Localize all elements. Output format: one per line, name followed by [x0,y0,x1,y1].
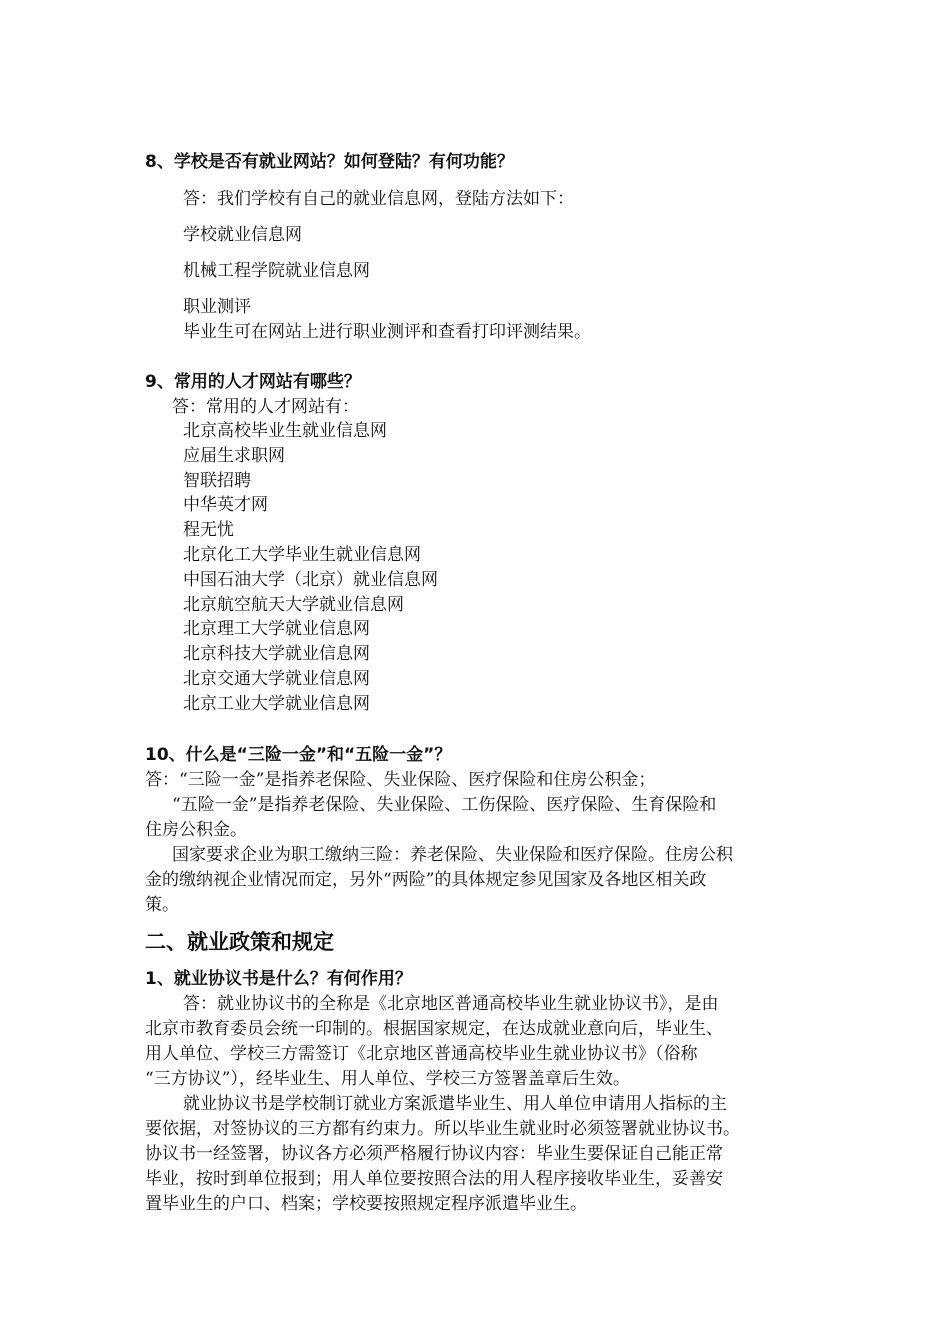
q8-answer: 答：我们学校有自己的就业信息网，登陆方法如下： [183,189,574,209]
s2-q1-line: 用人单位、学校三方需签订《北京地区普通高校毕业生就业协议书》（俗称 [145,1044,698,1064]
q10-line: 答：“三险一金”是指养老保险、失业保险、医疗保险和住房公积金； [145,770,656,790]
list-item: 中华英才网 [183,495,268,516]
q10-line: “五险一金”是指养老保险、失业保险、工伤保险、医疗保险、生育保险和 [172,795,717,815]
q10-question: 10、什么是“三险一金”和“五险一金”？ [145,745,452,765]
list-item: 智联招聘 [183,470,251,491]
q10-line: 住房公积金。 [145,820,247,840]
s2-q1-line: 置毕业生的户口、档案；学校要按照规定程序派遣毕业生。 [145,1194,587,1214]
s2-q1-line: 协议书一经签署，协议各方必须严格履行协议内容：毕业生要保证自己能正常 [145,1144,723,1164]
q8-question: 8、学校是否有就业网站？如何登陆？有何功能？ [145,152,514,172]
list-item: 北京交通大学就业信息网 [183,668,370,689]
s2-q1-line: 毕业，按时到单位报到；用人单位要按照合法的用人程序接收毕业生，妥善安 [145,1169,723,1189]
q9-answer: 答：常用的人才网站有： [172,397,359,417]
q8-site-school: 学校就业信息网 [183,225,302,245]
list-item: 应届生求职网 [183,445,285,466]
s2-q1-line: 就业协议书是学校制订就业方案派遣毕业生、用人单位申请用人指标的主 [183,1094,727,1114]
list-item: 北京工业大学就业信息网 [183,693,370,714]
s2-q1-line: 要依据，对签协议的三方都有约束力。所以毕业生就业时必须签署就业协议书。 [145,1119,740,1139]
list-item: 北京科技大学就业信息网 [183,644,370,665]
q10-line: 国家要求企业为职工缴纳三险：养老保险、失业保险和医疗保险。住房公积 [172,845,733,865]
s2-q1-line: 答：就业协议书的全称是《北京地区普通高校毕业生就业协议书》，是由 [183,994,719,1014]
q8-career-test-desc: 毕业生可在网站上进行职业测评和查看打印评测结果。 [183,322,591,342]
q10-line: 金的缴纳视企业情况而定，另外“两险”的具体规定参见国家及各地区相关政 [145,870,707,890]
q9-site-list [183,419,438,717]
list-item: 中国石油大学（北京）就业信息网 [183,569,438,590]
section-heading: 二、就业政策和规定 [145,930,334,954]
q8-site-career-test: 职业测评 [183,297,251,317]
list-item: 北京航空航天大学就业信息网 [183,594,404,615]
list-item: 北京理工大学就业信息网 [183,619,370,640]
s2-q1-question: 1、就业协议书是什么？有何作用？ [145,969,412,989]
list-item: 程无忧 [183,520,234,541]
s2-q1-line: 北京市教育委员会统一印制的。根据国家规定，在达成就业意向后，毕业生、 [145,1019,723,1039]
list-item: 北京高校毕业生就业信息网 [183,421,387,441]
q8-site-mech: 机械工程学院就业信息网 [183,261,370,281]
q9-question: 9、常用的人才网站有哪些？ [145,372,361,392]
q10-line: 策。 [145,895,179,915]
list-item: 北京化工大学毕业生就业信息网 [183,544,421,565]
s2-q1-line: “三方协议”），经毕业生、用人单位、学校三方签署盖章后生效。 [145,1069,630,1089]
